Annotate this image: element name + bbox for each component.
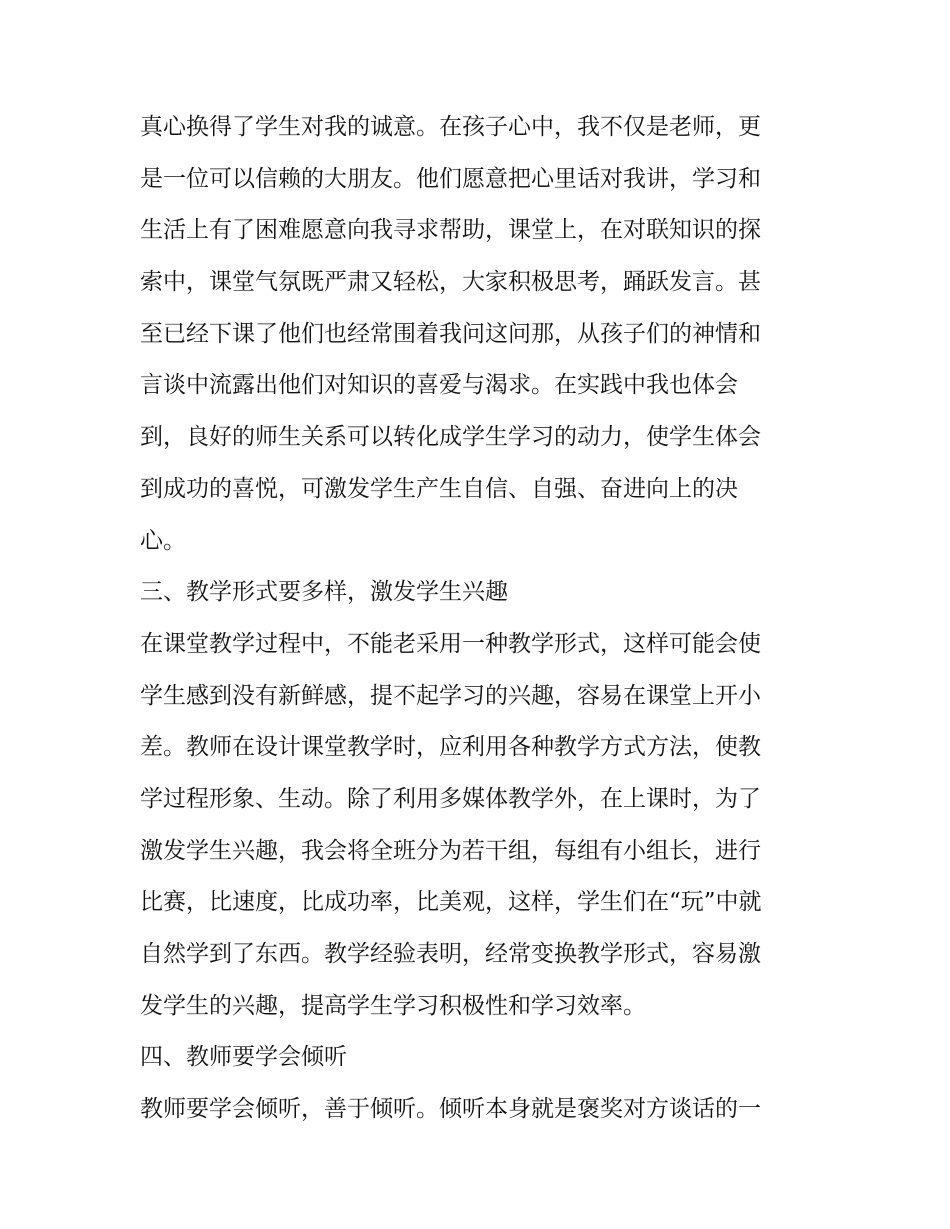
text-line: 言谈中流露出他们对知识的喜爱与渴求。在实践中我也体会: [140, 372, 738, 399]
text-line: 学过程形象、生动。除了利用多媒体教学外，在上课时，为了: [140, 785, 761, 812]
text-line: 在课堂教学过程中，不能老采用一种教学形式，这样可能会使: [140, 630, 761, 657]
text-line: 是一位可以信赖的大朋友。他们愿意把心里话对我讲，学习和: [140, 165, 761, 192]
section-heading: 三、教学形式要多样，激发学生兴趣: [140, 579, 508, 606]
section-heading: 四、教师要学会倾听: [140, 1044, 347, 1071]
text-line: 学生感到没有新鲜感，提不起学习的兴趣，容易在课堂上开小: [140, 682, 761, 709]
text-line: 激发学生兴趣，我会将全班分为若干组，每组有小组长，进行: [140, 837, 761, 864]
text-line: 比赛，比速度，比成功率，比美观，这样，学生们在“玩”中就: [140, 889, 762, 916]
text-line: 心。: [140, 527, 186, 554]
body-text: [140, 102, 820, 1136]
text-line: 到，良好的师生关系可以转化成学生学习的动力，使学生体会: [140, 424, 761, 451]
text-line: 自然学到了东西。教学经验表明，经常变换教学形式，容易激: [140, 941, 761, 967]
text-line: 至已经下课了他们也经常围着我问这问那，从孩子们的神情和: [140, 320, 761, 347]
text-line: 真心换得了学生对我的诚意。在孩子心中，我不仅是老师，更: [140, 114, 761, 140]
text-line: 生活上有了困难愿意向我寻求帮助，课堂上，在对联知识的探: [140, 217, 761, 244]
text-line: 发学生的兴趣，提高学生学习积极性和学习效率。: [140, 992, 646, 1019]
text-line: 索中，课堂气氛既严肃又轻松，大家积极思考，踊跃发言。甚: [140, 269, 761, 296]
text-line: 到成功的喜悦，可激发学生产生自信、自强、奋进向上的决: [140, 475, 738, 502]
text-line: 差。教师在设计课堂教学时，应利用各种教学方式方法，使教: [140, 734, 761, 761]
text-line: 教师要学会倾听，善于倾听。倾听本身就是褒奖对方谈话的一: [140, 1096, 761, 1123]
